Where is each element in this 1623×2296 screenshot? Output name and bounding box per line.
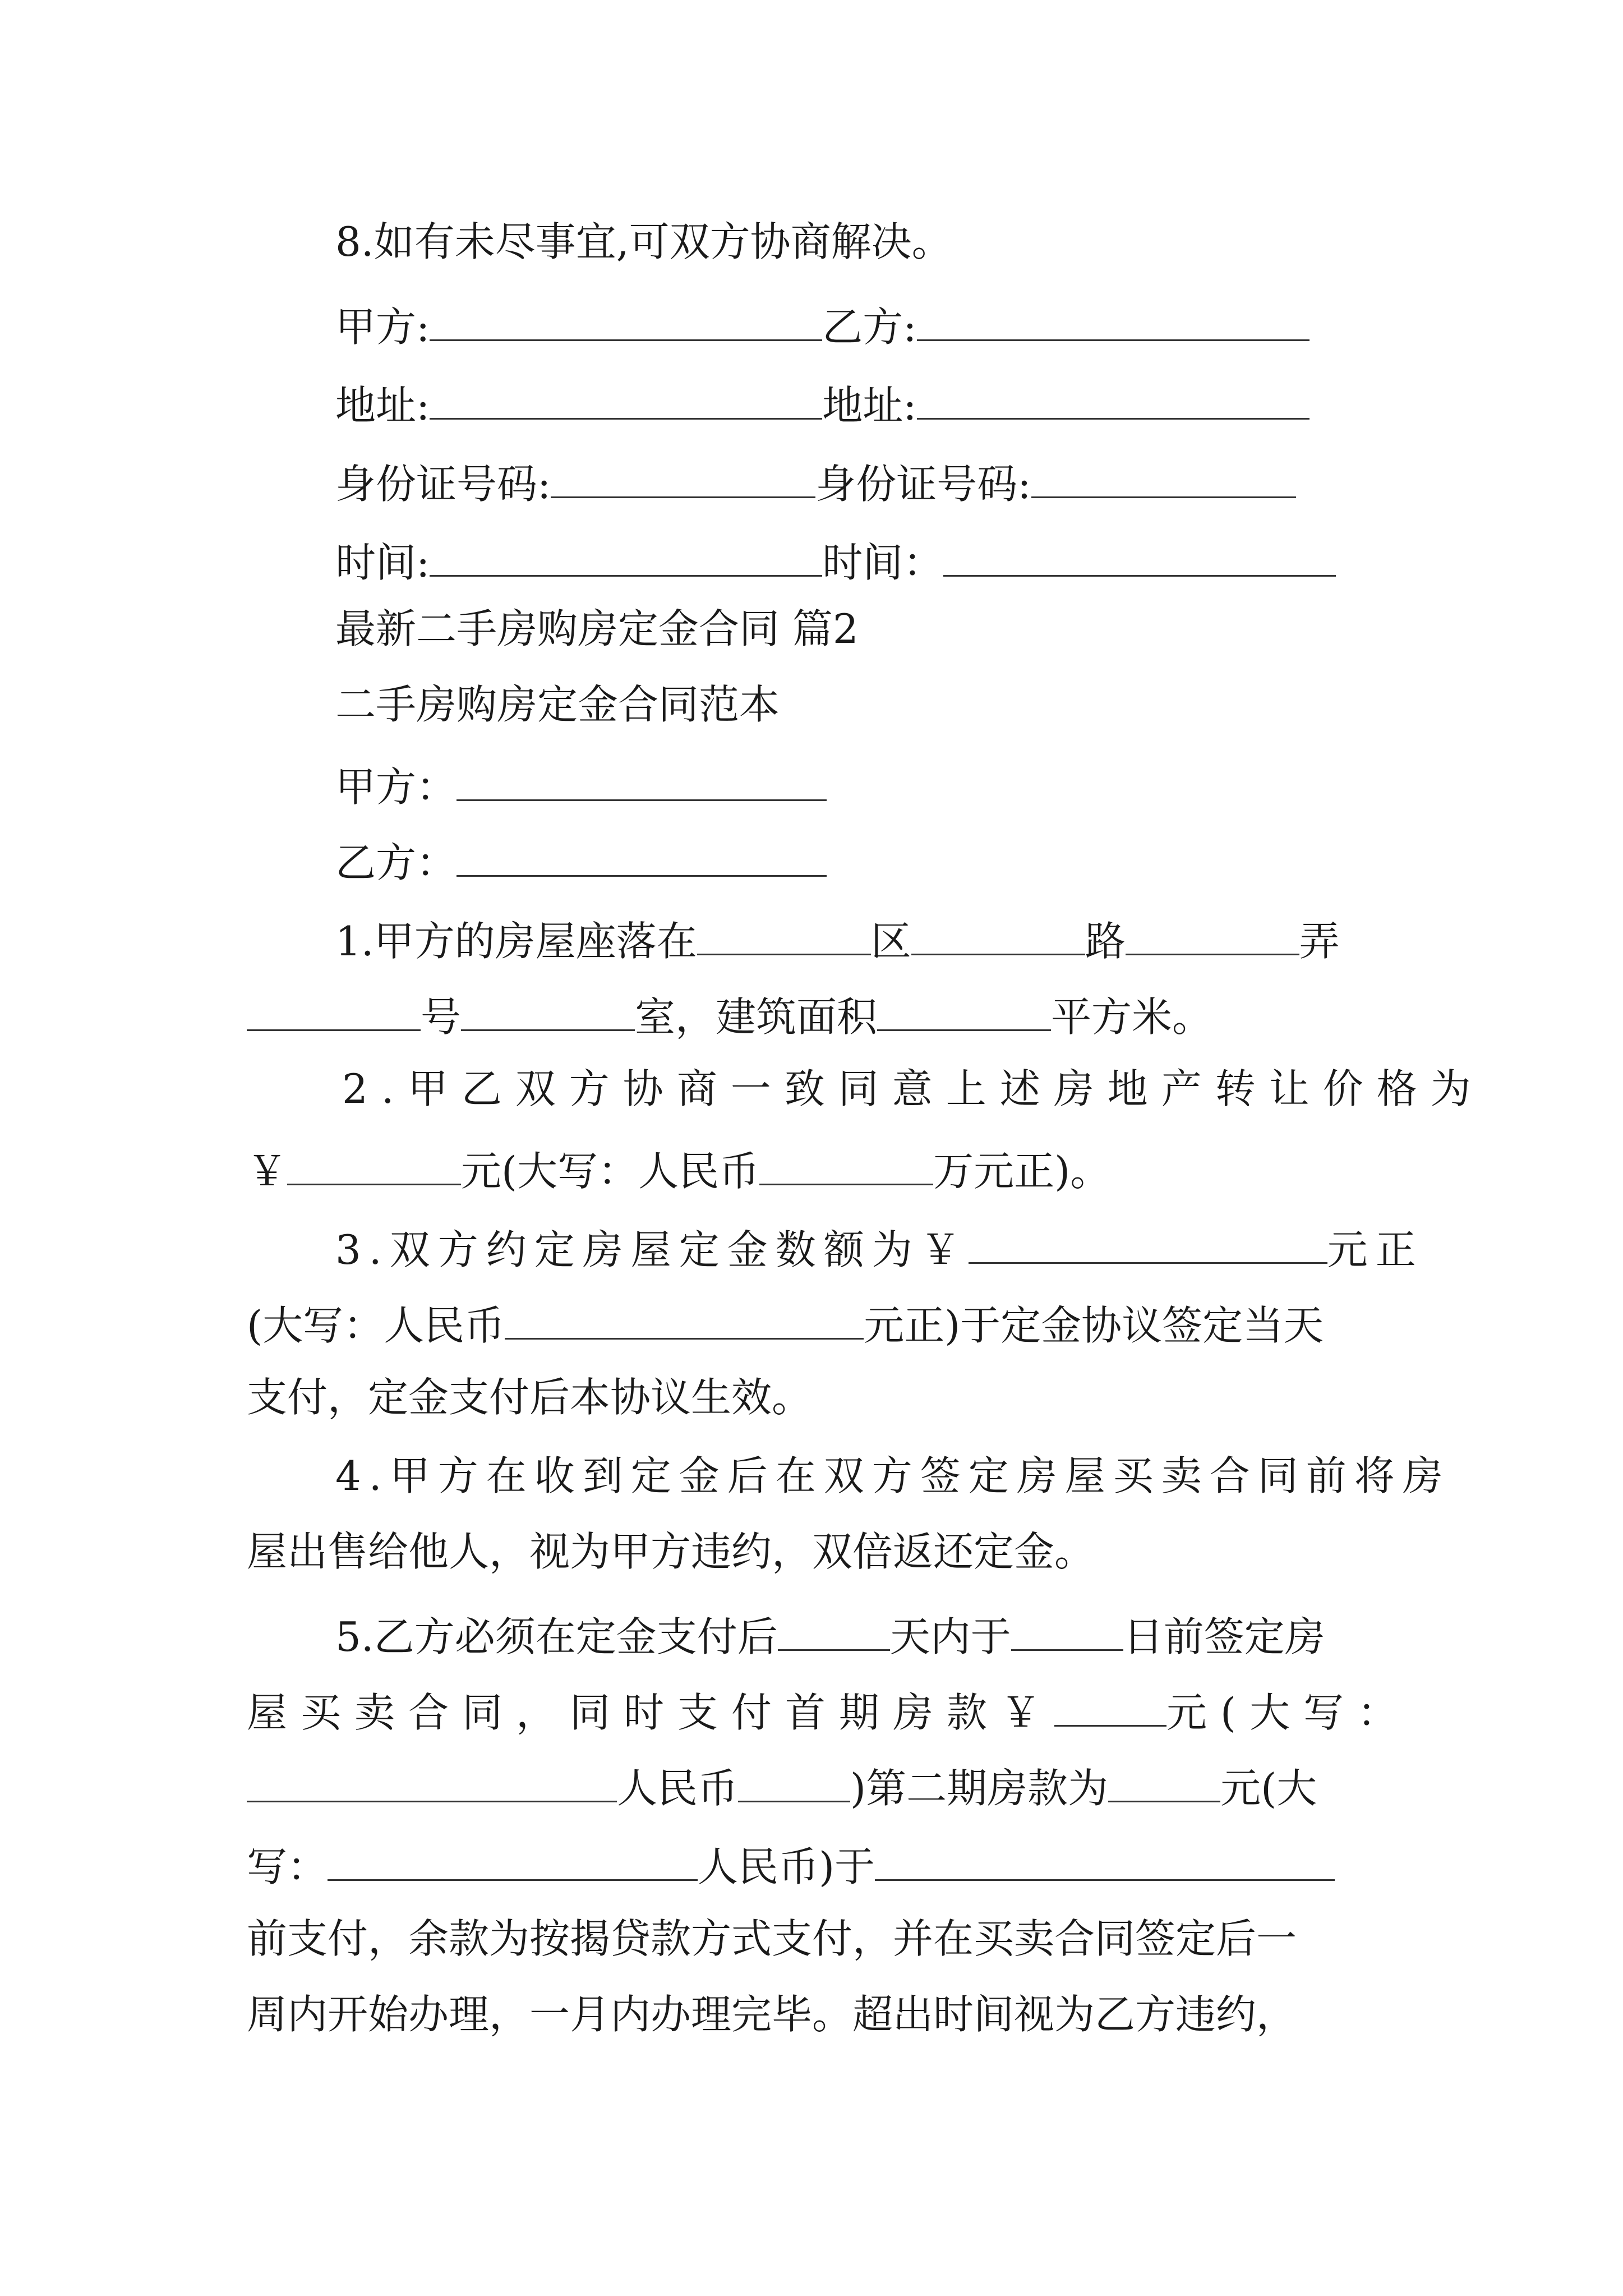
address-b-blank [917,379,1310,420]
rmb-label: 人民币 [617,1765,739,1812]
clause-5-line-3 [247,1761,1317,1812]
party-a-blank [457,760,827,801]
clause-3-line-2 [247,1299,1324,1349]
second-payment-label: )第二期房款为 [850,1765,1109,1812]
price-caps-blank [759,1144,933,1185]
clause-8: 8.如有未尽事宜,可双方协商解决。 [335,218,952,265]
lane-label: 弄 [1299,918,1340,965]
section-heading: 最新二手房购房定金合同 篇2 [335,605,859,652]
district-blank [697,914,871,955]
id-b-blank [1031,457,1296,498]
clause-3-line-1 [335,1223,1424,1273]
clause-2-line-1: 2.甲乙双方协商一致同意上述房地产转让价格为 [342,1065,1484,1112]
deposit-label: 3.双方约定房屋定金数额为￥ [335,1226,969,1273]
first-payment-caps-blank [247,1761,617,1802]
time-b-blank [943,536,1336,577]
payment-date-label: 人民币)于 [698,1843,875,1890]
clause-4-line-1: 4.甲方在收到定金后在双方签定房屋买卖合同前将房 [335,1452,1451,1499]
price-caps-label: 元(大写：人民币 [461,1148,760,1195]
signature-row-party [335,300,1310,351]
deposit-caps-end: 元正)于定金协议签定当天 [864,1302,1324,1349]
days-blank [778,1610,890,1651]
road-label: 路 [1085,918,1126,965]
time-a-label: 时间: [335,539,430,586]
party-a-blank [430,300,822,341]
clause-4-line-2: 屋出售给他人，视为甲方违约，双倍返还定金。 [247,1528,1095,1575]
area-unit: 平方米。 [1051,993,1213,1041]
rmb-blank [738,1761,850,1802]
party-b-blank [917,300,1310,341]
number-label: 号 [421,993,462,1041]
party-a-label: 甲方： [335,763,457,811]
clause-5-line-1 [335,1610,1325,1660]
party-a-line [335,760,827,811]
signature-row-address [335,379,1310,429]
room-label: 室，建筑面积 [635,993,878,1041]
id-a-blank [551,457,815,498]
time-a-blank [430,536,822,577]
road-blank [911,914,1085,955]
party-b-blank [457,836,827,877]
clause-5-line-2 [247,1686,1412,1736]
deposit-blank [969,1223,1327,1264]
caps-label: 写： [247,1843,328,1890]
clause-5-text: 5.乙方必须在定金支付后 [335,1613,778,1660]
address-a-label: 地址: [335,382,430,429]
payment-date-blank [875,1840,1335,1881]
signature-row-time [335,536,1336,586]
clause-5-line-5: 前支付，余款为按揭贷款方式支付，并在买卖合同签定后一 [247,1915,1297,1962]
address-a-blank [430,379,822,420]
clause-1-text: 1.甲方的房屋座落在 [335,918,697,965]
room-blank [461,990,635,1031]
id-a-label: 身份证号码: [335,461,551,508]
contract-title: 二手房购房定金合同范本 [335,681,780,728]
party-b-line [335,836,827,886]
time-b-label: 时间： [822,539,944,586]
clause-1-line-2 [247,990,1213,1041]
party-b-label: 乙方: [822,303,917,351]
party-b-label: 乙方： [335,839,457,886]
clause-3-line-3: 支付，定金支付后本协议生效。 [247,1374,813,1421]
date-blank [1011,1610,1123,1651]
id-b-label: 身份证号码: [815,461,1031,508]
clause-2-line-2 [247,1144,1111,1195]
yuan-symbol: ￥ [247,1148,288,1195]
deposit-caps-blank [505,1299,864,1340]
lane-blank [1126,914,1299,955]
days-label: 天内于 [889,1613,1011,1660]
price-blank [287,1144,461,1185]
address-b-label: 地址: [822,382,917,429]
date-label: 日前签定房 [1123,1613,1325,1660]
clause-5-line-4 [247,1840,1335,1890]
first-payment-blank [1054,1686,1166,1727]
deposit-unit: 元正 [1327,1226,1424,1273]
first-payment-caps-label: 元(大写： [1166,1689,1412,1736]
signature-row-id [335,457,1296,508]
first-payment-label: 屋买卖合同，同时支付首期房款￥ [247,1689,1055,1736]
district-label: 区 [870,918,911,965]
clause-5-line-6: 周内开始办理，一月内办理完毕。超出时间视为乙方违约， [247,1991,1297,2038]
area-blank [877,990,1051,1031]
second-payment-blank [1108,1761,1220,1802]
second-payment-caps-label: 元(大 [1220,1765,1317,1812]
second-payment-caps-blank [328,1840,698,1881]
party-a-label: 甲方: [335,303,430,351]
price-caps-end: 万元正)。 [933,1148,1111,1195]
number-blank [247,990,421,1031]
clause-1-line-1 [335,914,1340,965]
deposit-caps-label: (大写：人民币 [247,1302,505,1349]
